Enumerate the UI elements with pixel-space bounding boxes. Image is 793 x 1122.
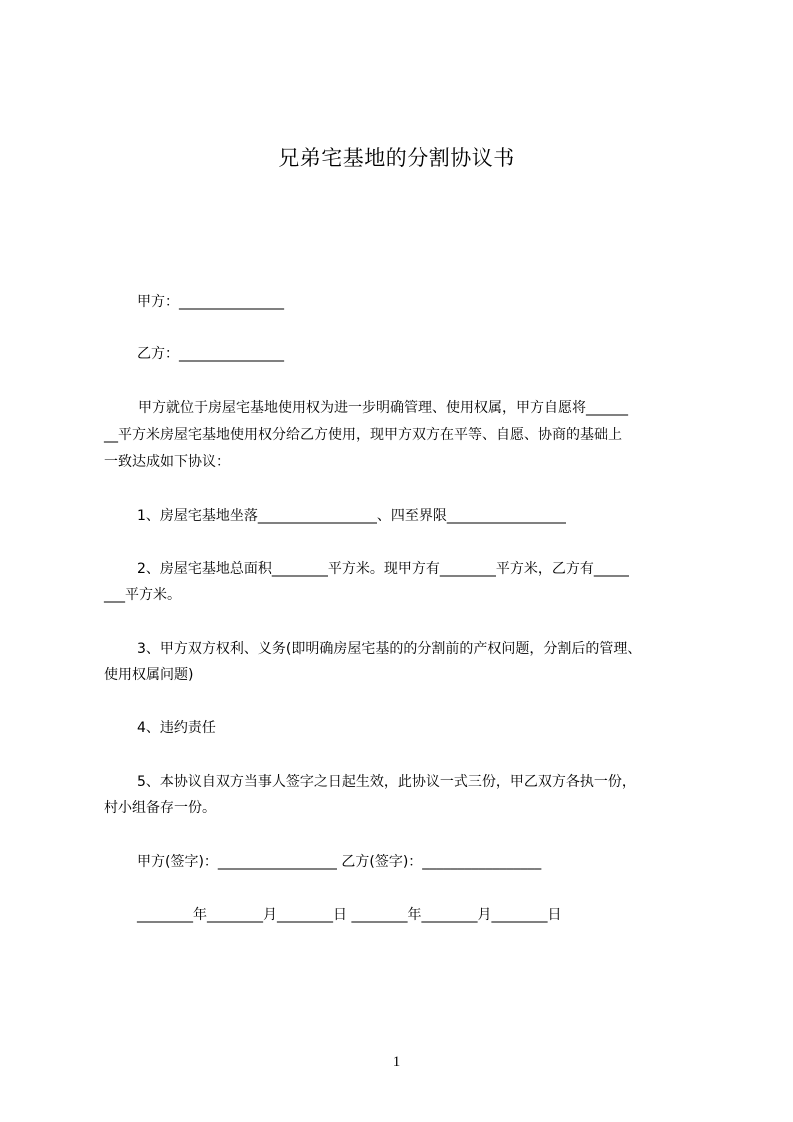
clause-3-line-1: 3、甲方双方权利、义务(即明确房屋宅基的的分割前的产权问题，分割后的管理、 — [137, 641, 642, 657]
clause-4: 4、违约责任 — [137, 720, 216, 736]
clause-2-line-1: 2、房屋宅基地总面积________平方米。现甲方有________平方米，乙方有_____ — [137, 561, 629, 577]
party-b-blank: _______________ — [179, 346, 284, 362]
party-a-line — [137, 290, 284, 314]
date-line: ________年________月________日 ________年________月________日 — [137, 907, 562, 923]
page-number: 1 — [392, 1054, 401, 1070]
clause-1: 1、房屋宅基地坐落_________________、四至界限_________________ — [137, 508, 566, 524]
intro-line-3: 一致达成如下协议： — [104, 454, 230, 470]
clause-3-line-2: 使用权属问题) — [104, 667, 194, 683]
signature-line: 甲方(签字)：_________________ 乙方(签字)：_________________ — [137, 854, 542, 870]
intro-line-2: __平方米房屋宅基地使用权分给乙方使用，现甲方双方在平等、自愿、协商的基础上 — [104, 427, 622, 443]
party-a-blank: _______________ — [179, 294, 284, 310]
party-b-label: 乙方： — [137, 346, 179, 362]
party-a-label: 甲方： — [137, 294, 179, 310]
clause-2-line-2: ___平方米。 — [104, 587, 181, 603]
clause-5-line-2: 村小组备存一份。 — [104, 800, 216, 816]
clause-5-line-1: 5、本协议自双方当事人签字之日起生效，此协议一式三份，甲乙双方各执一份， — [137, 774, 636, 790]
document-title: 兄弟宅基地的分割协议书 — [278, 146, 515, 170]
intro-line-1: 甲方就位于房屋宅基地使用权为进一步明确管理、使用权属，甲方自愿将______ — [138, 400, 628, 416]
party-b-line — [137, 342, 284, 366]
